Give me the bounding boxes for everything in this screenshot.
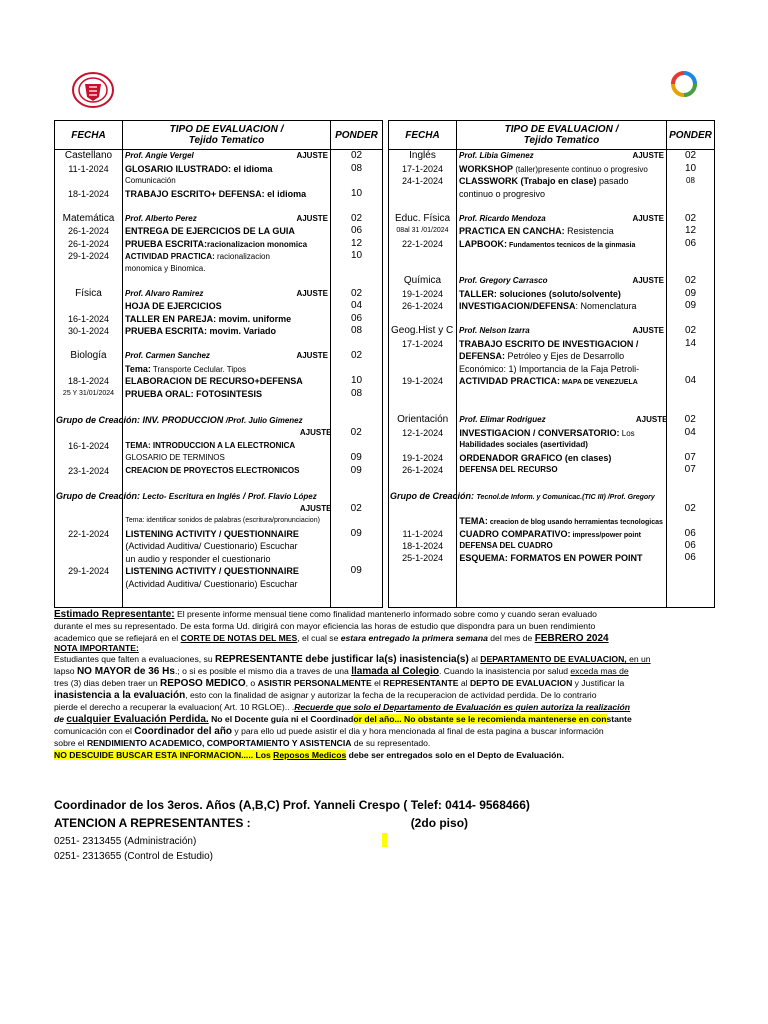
tipo-column: Prof. Angie Vergel AJUSTE GLOSARIO ILUSTRADO: el idioma Comunicación TRABAJO ESCRITO+ DEFENSA: el idioma Prof. Alberto Perez AJUSTE ENTREGA DE EJERCICIOS DE LA GUIA PRUEBA ESCRITA:racionalizacion monomica ACTIVIDAD PRACTICA: racionalizacion monomica y Binomica. Prof. Alvaro Ramirez AJUSTE HOJA DE EJERCICIOS TALLER EN PAREJA: movim. uniforme PRUEBA ESCRITA: movim. Variado Prof. Carmen Sanchez AJUSTE Tema: Transporte Ceclular. Tipos ELABORACION DE RECURSO+DEFENSA PRUEBA ORAL: FOTOSINTESIS [123,150,331,608]
fecha-column: Castellano 11-1-2024 18-1-2024 Matemática 26-1-2024 26-1-2024 29-1-2024 Física 16-1-2024 30-1-2024 Biología 18-1-2024 25 Y 31/01/2024 [55,150,123,608]
phone-control: 0251- 2313655 (Control de Estudio) [54,851,213,862]
school-seal-icon [72,72,114,108]
left-group-produccion-rows: 16-1-2024 23-1-2024 AJUSTE TEMA: INTRODUCCION A LA ELECTRONICA GLOSARIO DE TERMINOS CREACION DE PROYECTOS ELECTRONICOS 02 09 09 [68,427,362,476]
fecha-column-right: Inglés 17-1-2024 24-1-2024 Educ. Física 08al 31 /01/2024 22-1-2024 Química 19-1-2024 26-1-2024 Geog.Hist y C 17-1-2024 19-1-2024 [389,150,457,608]
coordinador-line: Coordinador de los 3eros. Años (A,B,C) Prof. Yanneli Crespo ( Telef: 0414- 9568466) [54,798,530,812]
tipo-header-right: TIPO DE EVALUACION / Tejido Tematico [457,121,667,150]
highlight-marker [382,833,387,847]
left-group-produccion: Grupo de Creación: INV. PRODUCCION /Prof. Julio Gimenez [56,415,303,425]
atencion-line: ATENCION A REPRESENTANTES : (2do piso) [54,816,469,830]
ponder-header-right: PONDER [667,121,715,150]
right-group-orientacion: Orientación 12-1-2024 19-1-2024 26-1-2024 Prof. Elimar Rodriguez AJUSTE INVESTIGACION / CONVERSATORIO: Los Habilidades sociales (asertividad) ORDENADOR GRAFICO (en clases) DEFENSA DEL RECURSO 02 04 07 07 [397,414,696,475]
tipo-column-right: Prof. Libia Gimenez AJUSTE WORKSHOP (taller)presente continuo o progresivo CLASSWORK (Trabajo en clase) pasado continuo o progresivo Prof. Ricardo Mendoza AJUSTE PRACTICA EN CANCHA: Resistencia LAPBOOK: Fundamentos tecnicos de la ginmasia Prof. Gregory Carrasco AJUSTE TALLER: soluciones (soluto/solvente) INVESTIGACION/DEFENSA: Nomenclatura Prof. Nelson Izarra AJUSTE TRABAJO ESCRITO DE INVESTIGACION / DEFENSA: Petróleo y Ejes de Desarrollo Económico: 1) Importancia de la Faja Petroli- ACTIVIDAD PRACTICA: MAPA DE VENEZUELA [457,150,667,608]
left-group-lecto: Grupo de Creación: Lecto- Escritura en Inglés / Prof. Flavio López 22-1-2024 29-1-2024 AJUSTE Tema: identificar sonidos de palabras (escritura/pronunciacion) LISTENING ACTIVITY / QUESTIONNAIRE (Actividad Auditiva/ Cuestionario) Escuchar un audio y responder el cuestionario LISTENING ACTIVITY / QUESTIONNAIRE (Actividad Auditiva/ Cuestionario) Escuchar 02 09 09 [56,491,362,589]
phone-admin: 0251- 2313455 (Administración) [54,836,197,847]
footer-section [54,796,720,864]
ponder-header: PONDER [331,121,383,150]
tipo-header: TIPO DE EVALUACION / Tejido Tematico [123,121,331,150]
ponder-column: 02 08 10 02 06 12 10 02 04 06 08 02 10 08 [331,150,383,608]
right-group-tic: Grupo de Creación: Tecnol.de Inform. y Comunicac.(TIC III) /Prof. Gregory 11-1-2024 18-1-2024 25-1-2024 TEMA: creacion de blog usando herramientas tecnologicas CUADRO COMPARATIVO: impress/power point DEFENSA DEL CUADRO ESQUEMA: FORMATOS EN POWER POINT 02 06 06 06 [390,491,696,563]
ponder-column-right: 02 10 08 02 12 06 02 09 09 02 14 04 [667,150,715,608]
fecha-header-right: FECHA [389,121,457,150]
fecha-header: FECHA [55,121,123,150]
notes-section: Estimado Representante: El presente informe mensual tiene como finalidad mantenerlo informado sobre como y cuando seran evaluado durante el mes su representado. De esta forma Ud. dirigirá con mayor eficiencia las horas de estudio que dispondra para un buen rendimiento academico que se refiejará en el CORTE DE NOTAS DEL MES, el cual se estara entregado la primera semana del mes de FEBRERO 2024 NOTA IMPORTANTE: Estudiantes que falten a evaluaciones, su REPRESENTANTE debe justificar la(s) inasistencia(s) al DEPARTAMENTO DE EVALUACION, en un lapso NO MAYOR de 36 Hs.; o si es posible el mismo dia a traves de una llamada al Colegio. Cuando la inasistencia por salud exceda mas de tres (3) dias deben traer un REPOSO MEDICO, o ASISTIR PERSONALMENTE el REPRESENTANTE al DEPTO DE EVALUACION y Justificar la inasistencia a la evaluación, esto con la finalidad de asignar y autorizar la fecha de la recuperacion de actividad perdida. De lo contrario pierde el derecho a recuperar la evaluacion( Art. 10 RGLOE).. .Recuerde que solo el Departamento de Evaluación es quien autoriza la realización de cualquier Evaluación Perdida. No el Docente guía ni el Coordinador del año... No obstante se le recomienda mantenerse en constante comunicación con el Coordinador del año y para ello ud puede asistir el dia y hora mencionada al final de esta pagina a buscar información sobre el RENDIMIENTO ACADEMICO, COMPORTAMIENTO Y ASISTENCIA de su representado. NO DESCUIDE BUSCAR ESTA INFORMACION..... Los Reposos Medicos debe ser entregados solo en el Depto de Evaluación. [54,609,651,760]
ministry-logo-icon [660,70,708,118]
